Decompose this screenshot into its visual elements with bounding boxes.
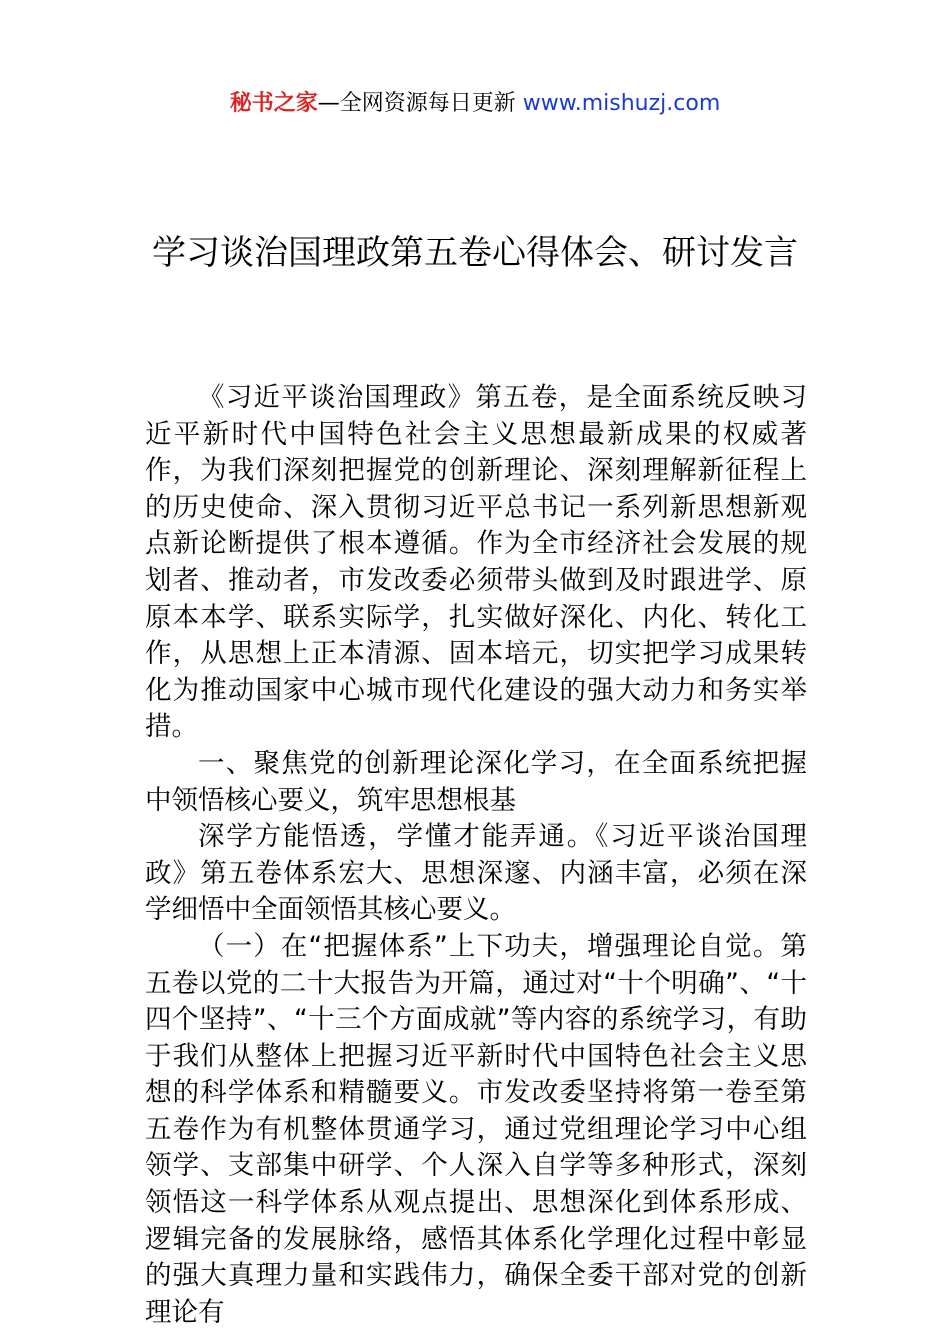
section-heading-1: 一、聚焦党的创新理论深化学习，在全面系统把握中领悟核心要义，筑牢思想根基 <box>145 747 807 816</box>
paragraph-section-1: 深学方能悟透，学懂才能弄通。《习近平谈治国理政》第五卷体系宏大、思想深邃、内涵丰富，必须在深学细悟中全面领悟其核心要义。 <box>145 821 807 926</box>
site-tagline: —全网资源每日更新 <box>317 91 523 116</box>
paragraph-intro: 《习近平谈治国理政》第五卷，是全面系统反映习近平新时代中国特色社会主义思想最新成果的权威著作，为我们深刻把握党的创新理论、深刻理解新征程上的历史使命、深入贯彻习近平总书记一系列新思想新观点新论断提供了根本遵循。作为全市经济社会发展的规划者、推动者，市发改委必须带头做到及时跟进学、原原本本学、联系实际学，扎实做好深化、内化、转化工作，从思想上正本清源、固本培元，切实把学习成果转化为推动国家中心城市现代化建设的强大动力和务实举措。 <box>145 382 807 743</box>
document-body <box>145 380 807 1331</box>
document-title: 学习谈治国理政第五卷心得体会、研讨发言 <box>152 233 798 273</box>
site-header <box>0 86 950 122</box>
site-url-link[interactable]: www.mishuzj.com <box>522 91 721 116</box>
site-brand: 秘书之家 <box>229 91 318 116</box>
paragraph-subsection-1: （一）在“把握体系”上下功夫，增强理论自觉。第五卷以党的二十大报告为开篇，通过对“十个明确”、“十四个坚持”、“十三个方面成就”等内容的系统学习，有助于我们从整体上把握习近平新时代中国特色社会主义思想的科学体系和精髓要义。市发改委坚持将第一卷至第五卷作为有机整体贯通学习，通过党组理论学习中心组领学、支部集中研学、个人深入自学等多种形式，深刻领悟这一科学体系从观点提出、思想深化到体系形成、逻辑完备的发展脉络，感悟其体系化学理化过程中彰显的强大真理力量和实践伟力，确保全委干部对党的创新理论有 <box>145 930 807 1328</box>
